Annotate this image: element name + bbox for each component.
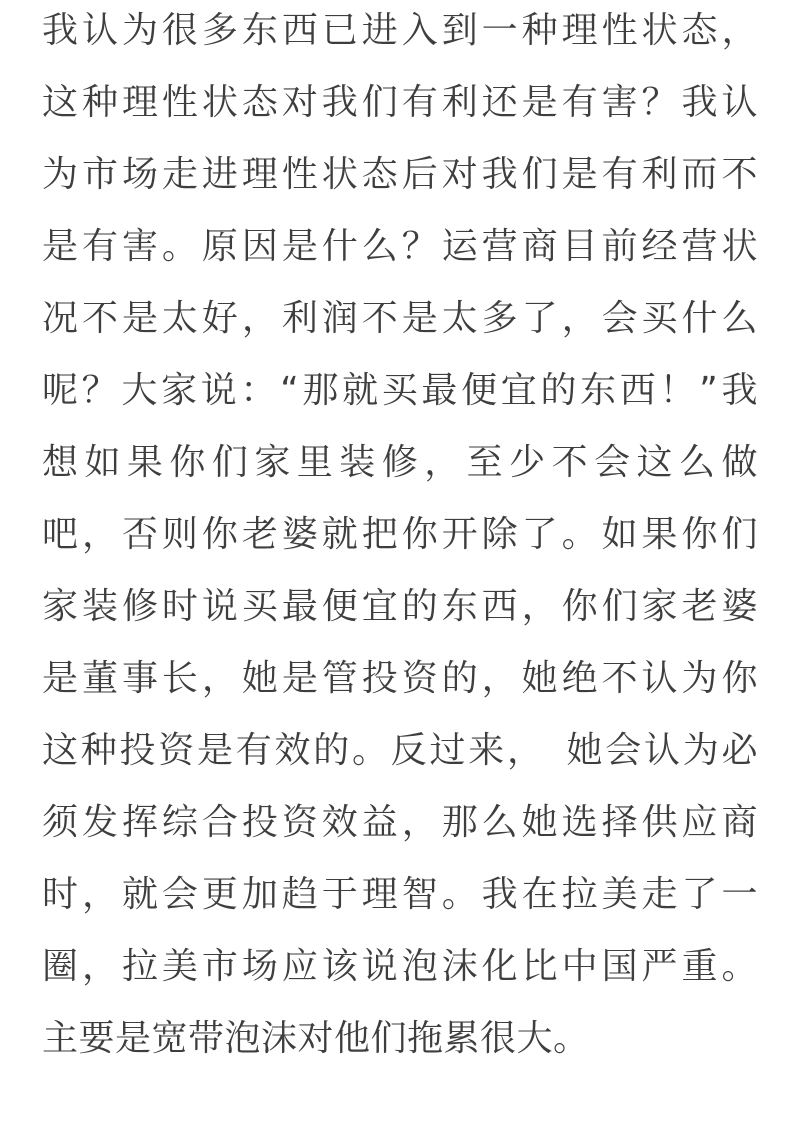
text-line: 想如果你们家里装修，至少不会这么做: [42, 442, 758, 483]
text-line: 呢？大家说：“那就买最便宜的东西！”我: [42, 370, 758, 411]
text-line: 是有害。原因是什么？运营商目前经营状: [42, 226, 758, 267]
text-line: 这种投资是有效的。反过来， 她会认为必: [42, 730, 758, 771]
text-line: 圈，拉美市场应该说泡沫化比中国严重。: [42, 946, 758, 987]
text-line: 家装修时说买最便宜的东西，你们家老婆: [42, 586, 758, 627]
text-line: 主要是宽带泡沫对他们拖累很大。: [42, 1018, 590, 1059]
text-line: 为市场走进理性状态后对我们是有利而不: [42, 154, 758, 195]
text-line: 须发挥综合投资效益，那么她选择供应商: [42, 802, 758, 843]
text-line: 是董事长，她是管投资的，她绝不认为你: [42, 658, 758, 699]
text-line: 时，就会更加趋于理智。我在拉美走了一: [42, 874, 758, 915]
text-line: 我认为很多东西已进入到一种理性状态，: [42, 10, 758, 51]
text-line: 这种理性状态对我们有利还是有害？我认: [42, 82, 758, 123]
text-line: 吧，否则你老婆就把你开除了。如果你们: [42, 514, 758, 555]
text-line: 况不是太好，利润不是太多了，会买什么: [42, 298, 758, 339]
